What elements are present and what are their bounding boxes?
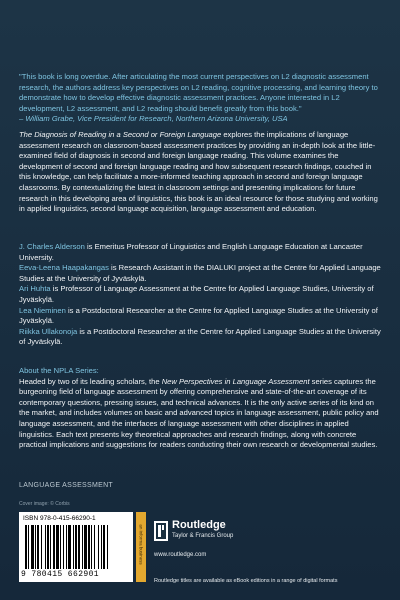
barcode-area [19, 512, 133, 582]
book-title: The Diagnosis of Reading in a Second or Foreign Language [19, 130, 222, 139]
publisher-name: Routledge [172, 519, 226, 531]
quote-attribution: – William Grabe, Vice President for Research, Northern Arizona University, USA [19, 114, 288, 124]
author-bio-text: is a Postdoctoral Researcher at the Centre for Applied Language Studies at the University of Jyväskylä. [19, 305, 378, 326]
book-description [19, 130, 381, 215]
series-intro: Headed by two of its leading scholars, the [19, 376, 162, 386]
description-body: explores the implications of language assessment research on classroom-based assessment practices by providing an in-depth look at the little-examined field of diagnosis in second and foreign language reading. This volume examines the development of second and foreign language reading and how subsequent research findings, couched in this knowledge, can help facilitate a more-informed teaching approach in second and foreign language classrooms. By contextualizing the latest in classroom settings and presenting implications for future research in this developing area of linguistics, this book is an ideal resource for those studying and working in applied linguistics, second language acquisition, language assessment and education. [19, 130, 378, 214]
author-name: Riikka Ullakonoja [19, 326, 78, 336]
author-name: Ari Huhta [19, 284, 51, 294]
barcode-digits: 9 780415 662901 [21, 570, 100, 579]
author-name: Eeva-Leena Haapakangas [19, 263, 109, 273]
cover-credit: Cover image: © Corbis [19, 501, 70, 507]
author-bio [19, 284, 381, 305]
routledge-logo-icon [154, 521, 168, 541]
subject-category: LANGUAGE ASSESSMENT [19, 482, 114, 489]
author-bio-text: is Professor of Language Assessment at the Centre for Applied Language Studies, University of Jyväskylä. [19, 284, 374, 304]
author-bio-text: is a Postdoctoral Researcher at the Centre for Applied Language Studies at the University of Jyväskylä. [19, 326, 381, 347]
isbn-label: ISBN 978-0-415-66290-1 [23, 515, 96, 522]
informa-strip [136, 512, 146, 582]
series-info [19, 366, 381, 451]
author-bios [19, 242, 381, 348]
endorsement-quote [19, 72, 381, 125]
barcode-icon [25, 525, 127, 569]
quote-text: "This book is long overdue. After articulating the most current perspectives on L2 diagnostic assessment research, the authors address key perspectives on L2 reading, cognitive processing, and learning theory to demonstrate how to develop effective diagnostic assessment practices. Anyone interested in L2 development, L2 assessment, and L2 reading should benefit greatly from this book." [19, 72, 378, 113]
ebook-note: Routledge titles are available as eBook editions in a range of digital formats [154, 578, 338, 584]
author-bio-text: is Research Assistant in the DIALUKI project at the Centre for Applied Language Studies at the University of Jyväskylä. [19, 263, 381, 283]
author-bio [19, 242, 381, 263]
author-bio [19, 306, 381, 327]
strip-text: an informa business [138, 524, 144, 565]
series-body: series captures the burgeoning field of language assessment by offering comprehensive and state-of-the-art coverage of its contemporary questions, pressing issues, and technical advances. It is the only active series of its kind on the market, and includes volumes on basic and advanced topics in language assessment, public policy and language assessment, and the interfaces of language assessment with other disciplines in applied linguistics. Each text presents key theoretical approaches and research findings, along with concrete practical implications and suggestions for readers conducting their own research or developmental studies. [19, 376, 379, 450]
author-bio [19, 327, 381, 348]
author-bio-text: is Emeritus Professor of Linguistics and English Language Education at Lancaster University. [19, 242, 363, 262]
author-bio [19, 263, 381, 284]
series-heading: About the NPLA Series: [19, 366, 99, 375]
author-name: J. Charles Alderson [19, 242, 85, 251]
publisher-url[interactable]: www.routledge.com [154, 552, 207, 558]
series-title: New Perspectives in Language Assessment [161, 376, 310, 386]
author-name: Lea Nieminen [19, 305, 66, 315]
publisher-group: Taylor & Francis Group [172, 533, 234, 539]
